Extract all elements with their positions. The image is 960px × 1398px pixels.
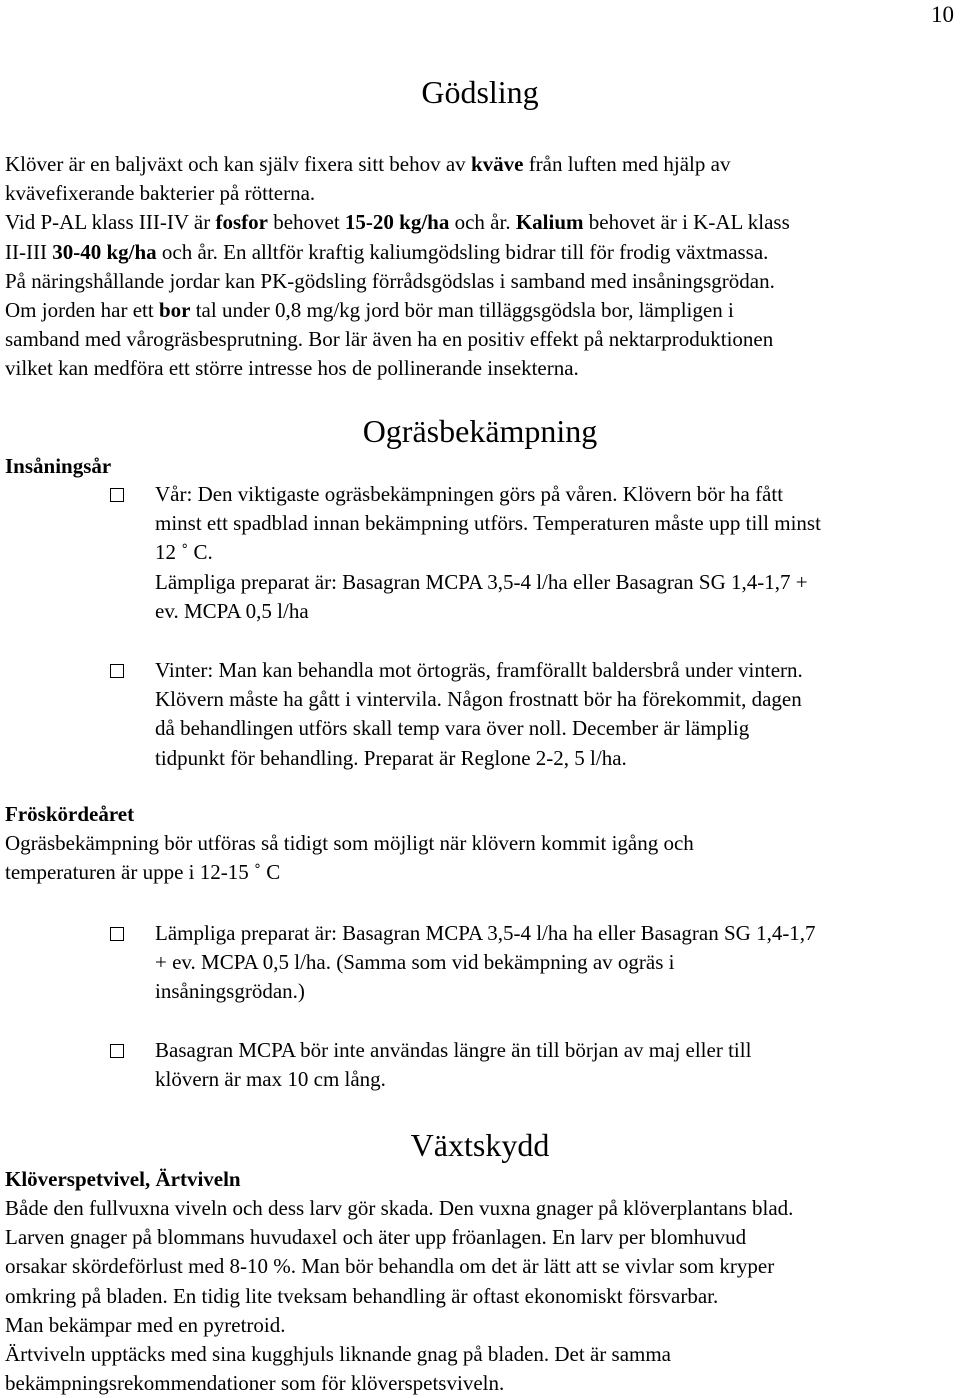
text-line: + ev. MCPA 0,5 l/ha. (Samma som vid bekämpning av ogräs i bbox=[155, 950, 675, 975]
text-line: orsakar skördeförlust med 8-10 %. Man bör behandla om det är lätt att se vivlar som kryper bbox=[5, 1254, 775, 1279]
bold-term: Kalium bbox=[515, 210, 584, 235]
text-line: då behandlingen utförs skall temp vara över noll. December är lämplig bbox=[155, 716, 750, 741]
text-line: samband med vårogräsbesprutning. Bor lär även ha en positiv effekt på nektarproduktionen bbox=[5, 327, 774, 352]
text-line: minst ett spadblad innan bekämpning utförs. Temperaturen måste upp till minst bbox=[155, 511, 821, 536]
checkbox-icon bbox=[110, 927, 124, 941]
page-number: 10 bbox=[931, 2, 954, 27]
heading-godsling: Gödsling bbox=[421, 74, 539, 110]
bold-term: kväve bbox=[470, 152, 524, 176]
text-line: Lämpliga preparat är: Basagran MCPA 3,5-4 l/ha ha eller Basagran SG 1,4-1,7 bbox=[155, 921, 816, 945]
text-line: Vid P-AL klass III-IV är fosfor behovet 15-20 kg/ha och år. Kalium behovet är i K-AL klass bbox=[5, 210, 790, 235]
list-item-text bbox=[155, 1036, 960, 1094]
text-line: II-III 30-40 kg/ha och år. En alltför kraftig kaliumgödsling bidrar till för frodig växtmassa. bbox=[5, 239, 769, 264]
text-line: Lämpliga preparat är: Basagran MCPA 3,5-4 l/ha eller Basagran SG 1,4-1,7 + bbox=[155, 569, 808, 594]
text-line: Ärtviveln upptäcks med sina kugghjuls liknande gnag på bladen. Det är samma bbox=[5, 1342, 672, 1367]
vaxtskydd-paragraph bbox=[5, 1194, 955, 1398]
checkbox-icon bbox=[110, 488, 124, 502]
list-item-text bbox=[155, 656, 960, 773]
text-line: Om jorden har ett bor tal under 0,8 mg/kg jord bör man tilläggsgödsla bor, lämpligen i bbox=[5, 298, 734, 323]
text-line: På näringshållande jordar kan PK-gödsling förrådsgödslas i samband med insåningsgrödan. bbox=[5, 268, 775, 293]
text-line: omkring på bladen. En tidig lite tveksam behandling är oftast ekonomiskt försvarbar. bbox=[5, 1283, 719, 1308]
text-line: klövern är max 10 cm lång. bbox=[155, 1067, 386, 1092]
text-line: Man bekämpar med en pyretroid. bbox=[5, 1312, 286, 1337]
text-line: Både den fullvuxna viveln och dess larv gör skada. Den vuxna gnager på klöverplantans blad. bbox=[5, 1196, 794, 1220]
checkbox-icon bbox=[110, 1044, 124, 1058]
text-line: tidpunkt för behandling. Preparat är Reglone 2-2, 5 l/ha. bbox=[155, 745, 627, 770]
text-line: vilket kan medföra ett större intresse hos de pollinerande insekterna. bbox=[5, 356, 579, 381]
text-line: Larven gnager på blommans huvudaxel och äter upp fröanlagen. En larv per blomhuvud bbox=[5, 1225, 747, 1250]
text-line: ev. MCPA 0,5 l/ha bbox=[155, 598, 309, 623]
heading-vaxtskydd: Växtskydd bbox=[410, 1127, 550, 1163]
text-line: bekämpningsrekommendationer som för klöverspetsviveln. bbox=[5, 1371, 505, 1396]
list-item-text bbox=[155, 919, 960, 1007]
label-insaningsar: Insåningsår bbox=[5, 454, 112, 478]
text-line: Klöver är en baljväxt och kan själv fixera sitt behov av kväve från luften med hjälp av bbox=[5, 152, 731, 176]
text-line: temperaturen är uppe i 12-15 ˚ C bbox=[5, 860, 281, 885]
heading-ograsbekampning: Ogräsbekämpning bbox=[362, 413, 598, 449]
checkbox-icon bbox=[110, 664, 124, 678]
bold-term: bor bbox=[158, 298, 191, 323]
text-line: Vinter: Man kan behandla mot örtogräs, framförallt baldersbrå under vintern. bbox=[155, 658, 803, 682]
list-item-text bbox=[155, 480, 960, 626]
bold-term: 30-40 kg/ha bbox=[52, 239, 157, 264]
text-line: Klövern måste ha gått i vintervila. Någon frostnatt bör ha förekommit, dagen bbox=[155, 687, 802, 712]
froskordearet-paragraph bbox=[5, 829, 955, 887]
label-kloverspetvivel: Klöverspetvivel, Ärtviveln bbox=[5, 1167, 241, 1191]
godsling-paragraph bbox=[5, 150, 955, 384]
text-line: insåningsgrödan.) bbox=[155, 979, 305, 1004]
text-line: Vår: Den viktigaste ogräsbekämpningen görs på våren. Klövern bör ha fått bbox=[155, 482, 784, 506]
text-line: 12 ˚ C. bbox=[155, 540, 213, 565]
bold-term: fosfor bbox=[215, 210, 268, 235]
bold-term: 15-20 kg/ha bbox=[344, 210, 450, 235]
text-line: Ogräsbekämpning bör utföras så tidigt som möjligt när klövern kommit igång och bbox=[5, 831, 694, 855]
text-line: Basagran MCPA bör inte användas längre än till början av maj eller till bbox=[155, 1038, 752, 1062]
label-froskordearet: Fröskördeåret bbox=[5, 802, 135, 826]
text-line: kvävefixerande bakterier på rötterna. bbox=[5, 181, 316, 206]
